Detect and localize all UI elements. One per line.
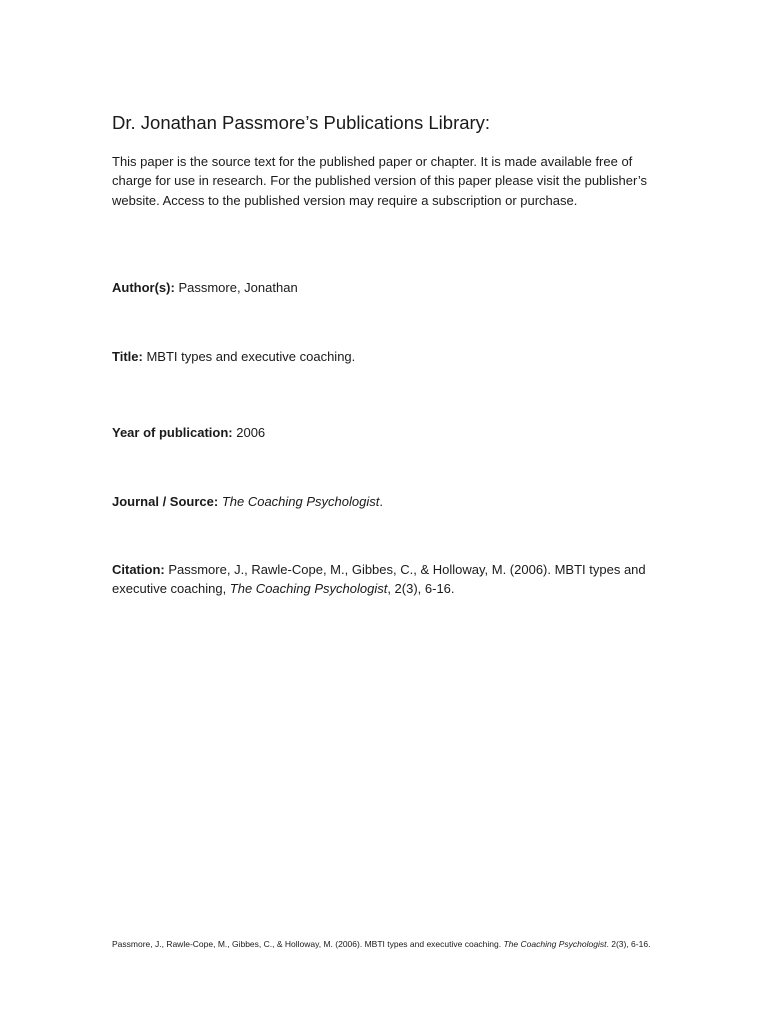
journal-label: Journal / Source: [112, 494, 219, 509]
citation-text-1: Passmore, J., Rawle-Cope, M., Gibbes, C., & Holloway, M. (2006). MBTI types and executive coaching, [112, 562, 646, 597]
journal-value-tail: . [379, 494, 383, 509]
footer-text-2: . 2(3), 6-16. [606, 939, 651, 949]
journal-value: The Coaching Psychologist [218, 494, 380, 509]
author-field [112, 278, 660, 297]
footer-journal: The Coaching Psychologist [503, 939, 607, 949]
document-page [112, 0, 660, 1024]
citation-text-2: , 2(3), 6-16. [387, 581, 455, 597]
page-title: Dr. Jonathan Passmore’s Publications Library: [112, 112, 491, 133]
title-label: Title: [112, 349, 143, 364]
citation-journal: The Coaching Psychologist [229, 581, 388, 597]
year-label: Year of publication: [112, 425, 233, 440]
intro-paragraph: This paper is the source text for the published paper or chapter. It is made available free of charge for use in research. For the published version of this paper please visit the publisher’s website. Access to the published version may require a subscription or purchase. [112, 154, 647, 208]
author-label: Author(s): [112, 280, 175, 295]
citation-field [112, 560, 660, 599]
author-value: Passmore, Jonathan [174, 280, 298, 295]
footer-text-1: Passmore, J., Rawle-Cope, M., Gibbes, C., & Holloway, M. (2006). MBTI types and executive coaching. [112, 939, 504, 949]
year-field [112, 423, 660, 442]
title-field [112, 347, 660, 366]
year-value: 2006 [232, 425, 266, 440]
page-footer-citation [112, 938, 660, 951]
journal-field [112, 492, 660, 511]
citation-label: Citation: [112, 562, 165, 577]
title-value: MBTI types and executive coaching. [142, 349, 356, 364]
